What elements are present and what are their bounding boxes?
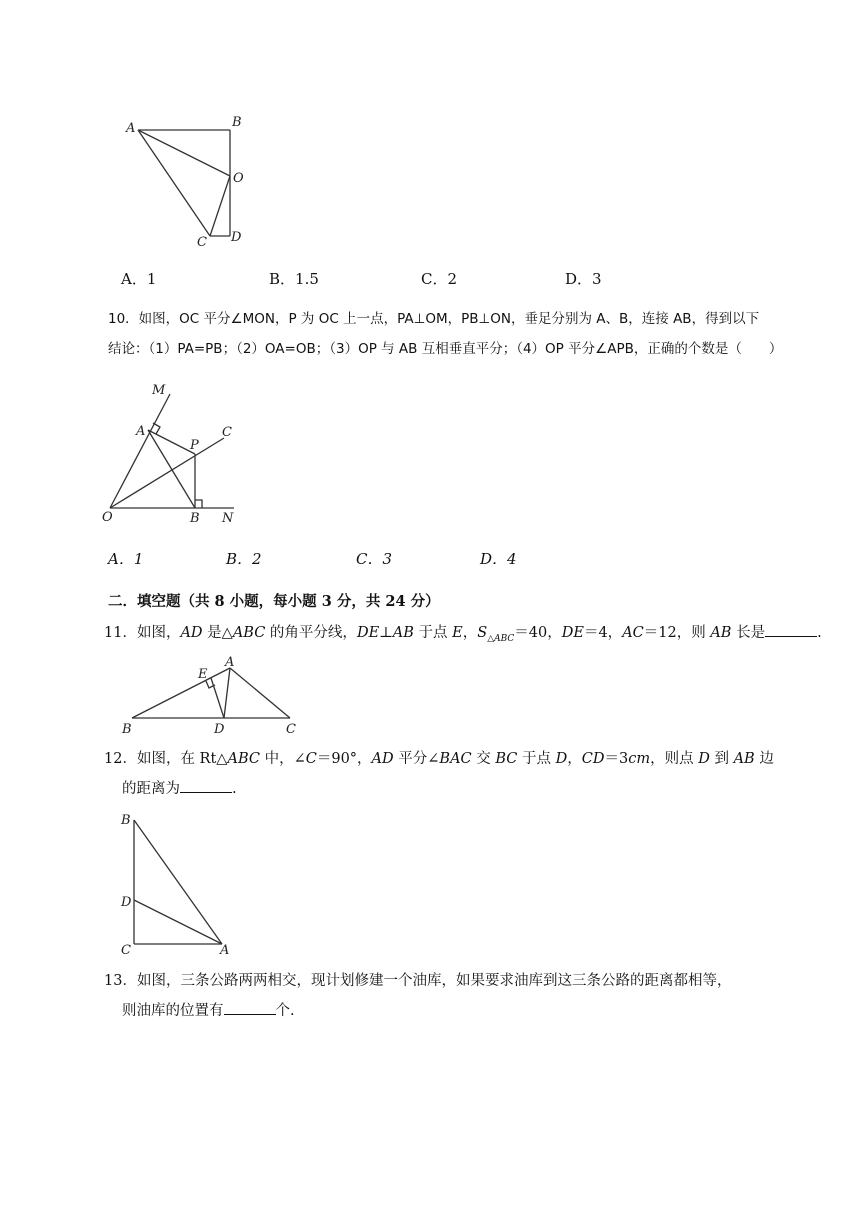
q12-label-B: B — [121, 813, 131, 828]
q12-text: AD — [371, 751, 394, 767]
q11-text: ＝4， — [583, 625, 623, 641]
q11-text: 长是 — [731, 625, 766, 641]
q10-line2: 结论：（1）PA=PB；（2）OA=OB；（3）OP 与 AB 互相垂直平分；（4）OP 平分∠APB，正确的个数是（ ） — [108, 341, 783, 357]
q12-text: ABC — [227, 751, 260, 767]
q12-text: CD — [581, 751, 605, 767]
q11-label-E: E — [198, 667, 208, 682]
q9-label-A: A — [126, 121, 136, 136]
q12-number: 12． — [104, 751, 137, 767]
q11-figure — [118, 652, 308, 740]
q11-number: 11． — [104, 625, 137, 641]
q11-text: 是△ — [202, 625, 233, 641]
q12-text: 的距离为 — [122, 781, 180, 797]
q10-label-O: O — [102, 510, 113, 525]
q11-text: 如图， — [136, 625, 181, 641]
q12-line1 — [104, 744, 860, 774]
q12-text: 平分∠ — [393, 751, 440, 767]
q11-stem — [104, 618, 860, 654]
q12-text: ，则点 — [650, 751, 699, 767]
q11-text: DE — [561, 625, 584, 641]
q12-text: ＝90°， — [316, 751, 372, 767]
q12-label-A: A — [220, 943, 230, 958]
q12-text: 到 — [709, 751, 734, 767]
q12-text: 如图，在 Rt△ — [136, 751, 228, 767]
section2-title: 二．填空题（共 8 小题，每小题 3 分，共 24 分） — [108, 593, 440, 610]
q10-option-b[interactable]: B．2 — [226, 550, 262, 568]
q12-text: BAC — [439, 751, 472, 767]
q9-option-c[interactable]: C．2 — [421, 270, 458, 288]
q10-option-d[interactable]: D．4 — [480, 550, 517, 568]
q9-label-B: B — [232, 115, 242, 130]
q12-figure — [118, 808, 243, 960]
q12-text: 中，∠ — [259, 751, 306, 767]
q11-text: AC — [622, 625, 644, 641]
q11-text: S — [477, 625, 488, 641]
q13-stem — [104, 966, 860, 1026]
q11-text: AD — [180, 625, 203, 641]
q9-option-b[interactable]: B．1.5 — [269, 270, 319, 288]
q9-label-D: D — [231, 230, 242, 245]
q12-label-C: C — [121, 943, 131, 958]
q12-text: . — [232, 781, 237, 797]
q10-label-A: A — [136, 424, 146, 439]
q10-figure — [98, 378, 248, 528]
q11-label-D: D — [214, 722, 225, 737]
q13-line1: 13．如图，三条公路两两相交，现计划修建一个油库，如果要求油库到这三条公路的距离都相等， — [104, 973, 732, 989]
q11-text: ， — [462, 625, 478, 641]
q11-text: ＝40， — [514, 625, 562, 641]
q12-text: cm — [628, 751, 651, 767]
q13-answer-blank[interactable] — [224, 1000, 276, 1015]
q11-text: AB — [392, 625, 414, 641]
q12-text: ， — [567, 751, 582, 767]
q11-answer-blank[interactable] — [765, 622, 817, 637]
q12-label-D: D — [121, 895, 132, 910]
q10-label-C: C — [222, 425, 232, 440]
q10-option-a[interactable]: A．1 — [108, 550, 144, 568]
q12-text: 交 — [471, 751, 496, 767]
q13-line2 — [104, 996, 860, 1026]
q13-text: 则油库的位置有 — [122, 1003, 224, 1019]
q12-text: D — [555, 751, 568, 767]
q11-text: E — [452, 625, 463, 641]
q12-text: BC — [495, 751, 518, 767]
q10-label-M: M — [152, 383, 166, 398]
q9-option-a[interactable]: A．1 — [121, 270, 157, 288]
q11-text: AB — [710, 625, 732, 641]
q11-text: ABC — [232, 625, 266, 641]
q9-label-O: O — [233, 171, 244, 186]
q10-label-N: N — [222, 511, 234, 526]
q11-text: △ABC — [487, 633, 515, 644]
q9-figure — [118, 112, 258, 252]
q10-label-P: P — [190, 438, 199, 453]
q10-options — [108, 548, 860, 568]
q10-option-c[interactable]: C．3 — [356, 550, 393, 568]
q12-text: 于点 — [517, 751, 556, 767]
q9-label-C: C — [197, 235, 207, 250]
q12-text: 边 — [754, 751, 774, 767]
q9-options — [121, 268, 860, 288]
q11-text: 的角平分线， — [265, 625, 357, 641]
q10-stem — [108, 304, 860, 364]
q11-text: 于点 — [413, 625, 453, 641]
q11-text: DE — [356, 625, 380, 641]
q10-label-B: B — [190, 511, 200, 526]
q12-text: AB — [733, 751, 755, 767]
q12-stem — [104, 744, 860, 804]
q12-text: D — [698, 751, 710, 767]
q11-text: . — [817, 625, 822, 641]
q9-option-d[interactable]: D．3 — [565, 270, 602, 288]
q11-label-B: B — [122, 722, 132, 737]
q12-text: C — [305, 751, 317, 767]
q11-text: ⊥ — [379, 625, 393, 641]
q10-line1: 10．如图，OC 平分∠MON，P 为 OC 上一点，PA⊥OM，PB⊥ON，垂足分别为 A、B，连接 AB，得到以下 — [108, 311, 760, 327]
q11-label-A: A — [225, 655, 235, 670]
q12-text: ＝3 — [604, 751, 629, 767]
q11-text: ＝12，则 — [643, 625, 711, 641]
q12-line2 — [104, 774, 860, 804]
q12-answer-blank[interactable] — [180, 778, 232, 793]
q11-label-C: C — [286, 722, 296, 737]
q13-text: 个. — [275, 1003, 295, 1019]
